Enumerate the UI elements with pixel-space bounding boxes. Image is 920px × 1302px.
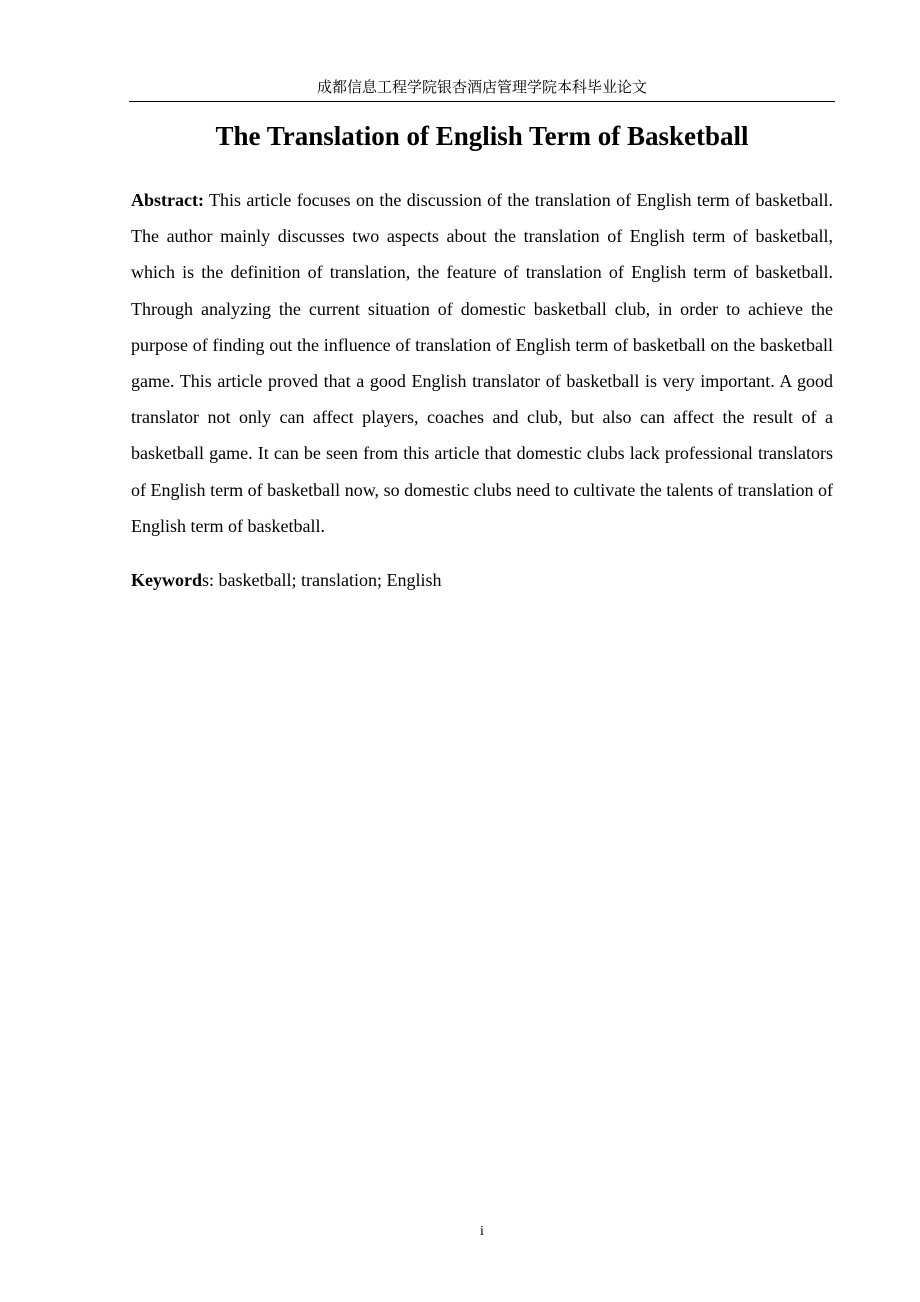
running-header: 成都信息工程学院银杏酒店管理学院本科毕业论文 [316,78,647,96]
header-divider [129,101,835,102]
page-number: i [480,1224,484,1239]
keywords-label-bold: Keyword [131,570,202,590]
abstract-label: Abstract: [131,190,204,210]
abstract-paragraph [131,182,833,544]
abstract-text: This article focuses on the discussion of the translation of English term of basketball. The author mainly discusses two aspects about the translation of English term of basketball, which is the definition of translation, the feature of translation of English term of basketball. Through analyzing the current situation of domestic basketball club, in order to achieve the purpose of finding out the influence of translation of English term of basketball on the basketball game. This article proved that a good English translator of basketball is very important. A good translator not only can affect players, coaches and club, but also can affect the result of a basketball game. It can be seen from this article that domestic clubs lack professional translators of English term of basketball now, so domestic clubs need to cultivate the talents of translation of English term of basketball. [131,190,833,536]
keywords-label-suffix: s: [202,570,215,590]
page-title: The Translation of English Term of Basketball [215,121,749,151]
keywords-text: basketball; translation; English [218,570,442,590]
keywords-line [131,562,833,598]
